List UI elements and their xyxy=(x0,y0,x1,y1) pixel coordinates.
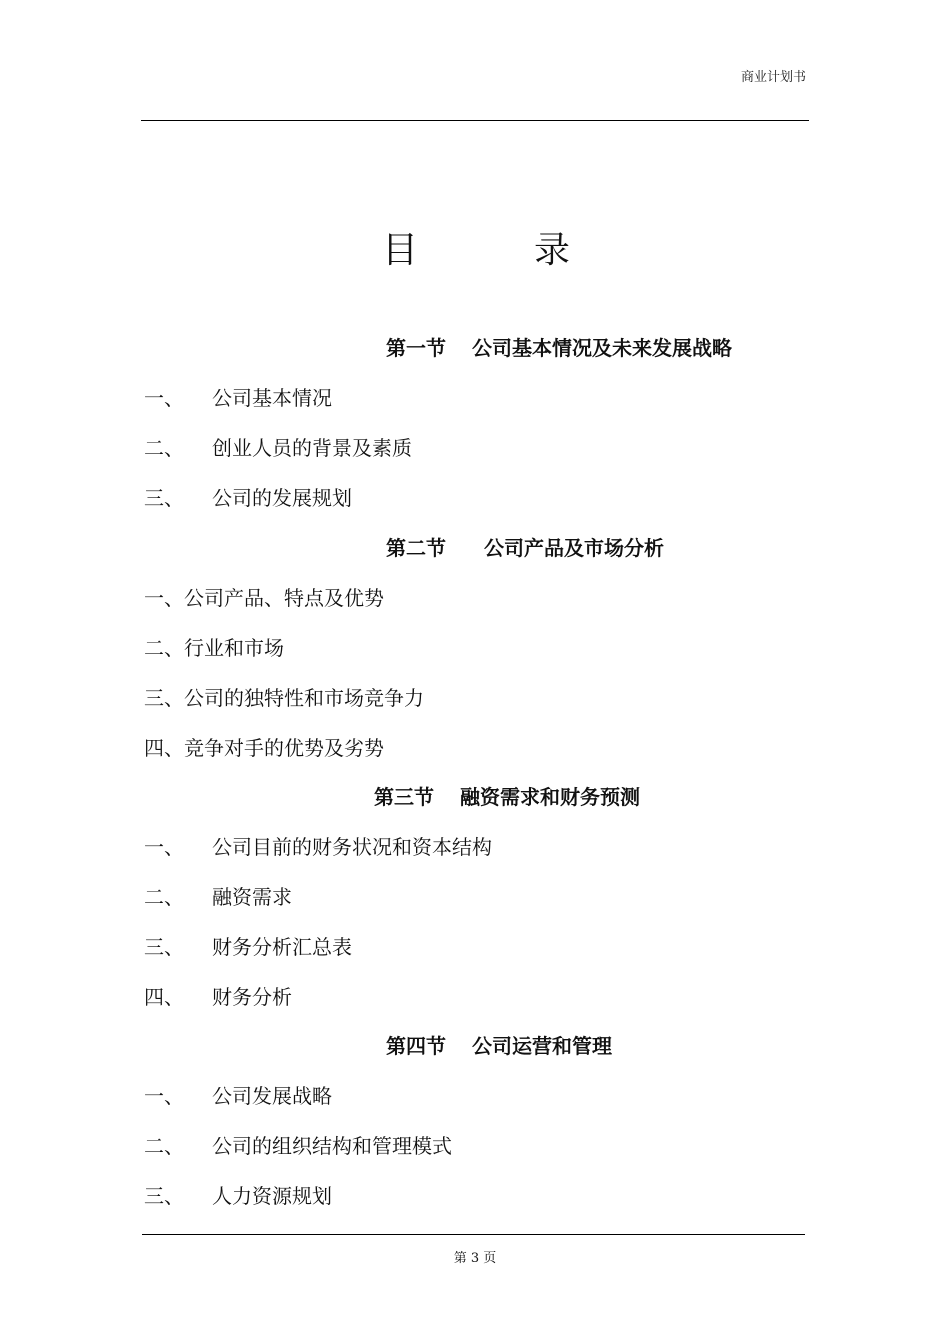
toc-title-char-2: 录 xyxy=(534,230,571,271)
toc-item[interactable] xyxy=(144,582,384,611)
item-text: 公司的发展规划 xyxy=(212,486,352,510)
item-number: 一、 xyxy=(144,386,184,410)
item-number: 三、 xyxy=(144,686,184,710)
item-text: 公司目前的财务状况和资本结构 xyxy=(212,835,492,859)
item-text: 公司发展战略 xyxy=(212,1084,332,1108)
item-number: 二、 xyxy=(144,436,184,460)
document-title-header: 商业计划书 xyxy=(740,70,806,85)
item-text: 融资需求 xyxy=(212,885,292,909)
item-text: 公司产品、特点及优势 xyxy=(184,586,384,610)
section-title: 融资需求和财务预测 xyxy=(460,785,640,809)
toc-item[interactable] xyxy=(144,382,332,411)
section-title: 公司运营和管理 xyxy=(472,1034,612,1058)
toc-item[interactable] xyxy=(144,831,492,860)
toc-item[interactable] xyxy=(144,1130,452,1159)
toc-item[interactable] xyxy=(144,1180,332,1209)
page-number: 第 3 页 xyxy=(453,1251,497,1266)
toc-title-char-1: 目 xyxy=(382,230,419,271)
section-number: 第二节 xyxy=(386,536,446,560)
item-text: 创业人员的背景及素质 xyxy=(212,436,412,460)
footer-divider xyxy=(142,1234,805,1235)
toc-title xyxy=(382,222,570,273)
toc-item[interactable] xyxy=(144,432,412,461)
item-text: 公司的组织结构和管理模式 xyxy=(212,1134,452,1158)
toc-item[interactable] xyxy=(144,1080,332,1109)
section-title: 公司基本情况及未来发展战略 xyxy=(472,336,732,360)
item-text: 公司的独特性和市场竞争力 xyxy=(184,686,424,710)
section-number: 第一节 xyxy=(386,336,446,360)
item-text: 行业和市场 xyxy=(184,636,284,660)
section-number: 第三节 xyxy=(374,785,434,809)
toc-item[interactable] xyxy=(144,881,292,910)
toc-section-2[interactable] xyxy=(386,532,664,561)
item-text: 公司基本情况 xyxy=(212,386,332,410)
section-number: 第四节 xyxy=(386,1034,446,1058)
item-text: 财务分析汇总表 xyxy=(212,935,352,959)
item-text: 竞争对手的优势及劣势 xyxy=(184,736,384,760)
toc-item[interactable] xyxy=(144,482,352,511)
item-text: 财务分析 xyxy=(212,985,292,1009)
item-text: 人力资源规划 xyxy=(212,1184,332,1208)
header-divider xyxy=(141,120,809,121)
toc-section-1[interactable] xyxy=(386,332,732,361)
item-number: 四、 xyxy=(144,736,184,760)
item-number: 一、 xyxy=(144,1084,184,1108)
item-number: 二、 xyxy=(144,636,184,660)
item-number: 四、 xyxy=(144,985,184,1009)
item-number: 二、 xyxy=(144,885,184,909)
item-number: 二、 xyxy=(144,1134,184,1158)
toc-item[interactable] xyxy=(144,632,284,661)
toc-item[interactable] xyxy=(144,682,424,711)
item-number: 一、 xyxy=(144,586,184,610)
item-number: 一、 xyxy=(144,835,184,859)
item-number: 三、 xyxy=(144,486,184,510)
toc-section-4[interactable] xyxy=(386,1030,612,1059)
section-title: 公司产品及市场分析 xyxy=(484,536,664,560)
toc-item[interactable] xyxy=(144,732,384,761)
item-number: 三、 xyxy=(144,935,184,959)
toc-item[interactable] xyxy=(144,931,352,960)
toc-section-3[interactable] xyxy=(374,781,640,810)
item-number: 三、 xyxy=(144,1184,184,1208)
toc-item[interactable] xyxy=(144,981,292,1010)
